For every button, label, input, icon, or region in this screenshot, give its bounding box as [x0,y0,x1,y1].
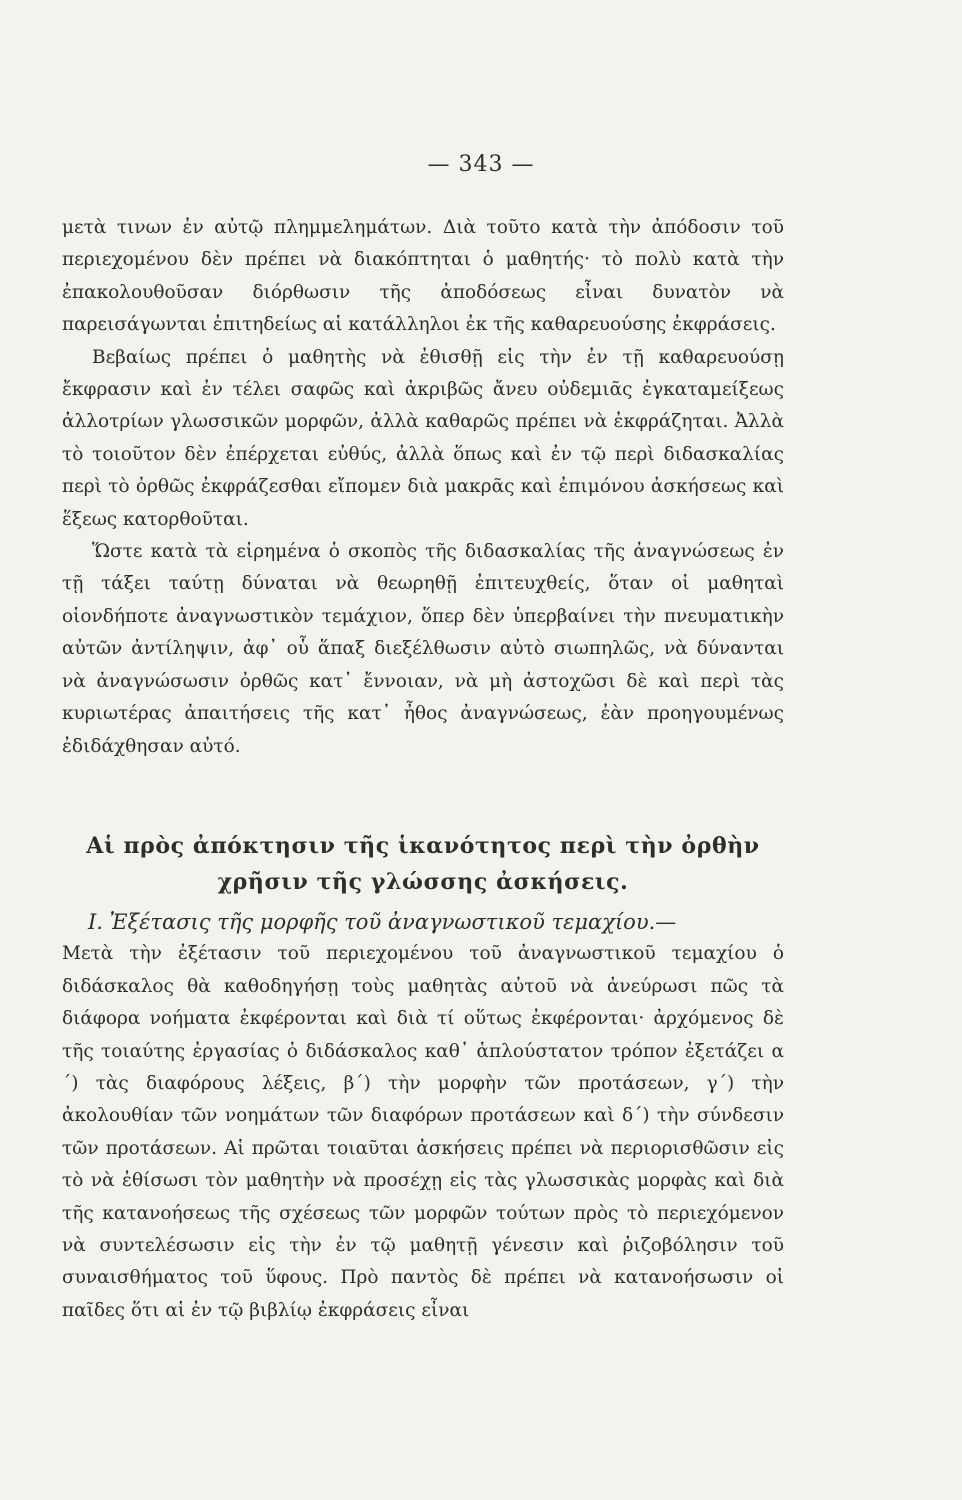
heading-line-1: Αἱ πρὸς ἀπόκτησιν τῆς ἱκανότητος περὶ τὴν ὀρθὴν [86,833,760,859]
subsection [62,906,784,1327]
body-text [62,212,784,763]
subsection-text: Μετὰ τὴν ἐξέτασιν τοῦ περιεχομένου τοῦ ἀναγνωστικοῦ τεμαχίου ὁ διδάσκαλος θὰ καθοδηγήσῃ τοὺς μαθητὰς αὐτοῦ νὰ ἀνεύρωσι πῶς τὰ διάφορα νοήματα ἐκφέρονται καὶ διὰ τί οὕτως ἐκφέρονται· ἀρχόμενος δὲ τῆς τοιαύτης ἐργασίας ὁ διδάσκαλος καθ᾽ ἁπλούστατον τρόπον ἐξετάζει α´) τὰς διαφόρους λέξεις, β´) τὴν μορφὴν τῶν προτάσεων, γ´) τὴν ἀκολουθίαν τῶν νοημάτων τῶν διαφόρων προτάσεων καὶ δ´) τὴν σύνδεσιν τῶν προτάσεων. Αἱ πρῶται τοιαῦται ἀσκήσεις πρέπει νὰ περιορισθῶσιν εἰς τὸ νὰ ἐθίσωσι τὸν μαθητὴν νὰ προσέχῃ εἰς τὰς γλωσσικὰς μορφὰς καὶ διὰ τῆς κατανοήσεως τῆς σχέσεως τῶν μορφῶν τούτων πρὸς τὸ περιεχόμενον νὰ συντελέσωσιν εἰς τὴν ἐν τῷ μαθητῇ γένεσιν καὶ ῥιζοβόλησιν τοῦ συναισθήματος τοῦ ὕφους. Πρὸ παντὸς δὲ πρέπει νὰ κατανοήσωσιν οἱ παῖδες ὅτι αἱ ἐν τῷ βιβλίῳ ἐκφράσεις εἶναι [62,943,784,1321]
paragraph: Ὥστε κατὰ τὰ εἰρημένα ὁ σκοπὸς τῆς διδασκαλίας τῆς ἀναγνώσεως ἐν τῇ τάξει ταύτῃ δύναται νὰ θεωρηθῇ ἐπιτευχθείς, ὅταν οἱ μαθηταὶ οἱονδήποτε ἀναγνωστικὸν τεμάχιον, ὅπερ δὲν ὑπερβαίνει τὴν πνευματικὴν αὐτῶν ἀντίληψιν, ἀφ᾽ οὗ ἅπαξ διεξέλθωσιν αὐτὸ σιωπηλῶς, νὰ δύνανται νὰ ἀναγνώσωσιν ὀρθῶς κατ᾽ ἔννοιαν, νὰ μὴ ἀστοχῶσι δὲ καὶ περὶ τὰς κυριωτέρας ἀπαιτήσεις τῆς κατ᾽ ἦθος ἀναγνώσεως, ἐὰν προηγουμένως ἐδιδάχθησαν αὐτό. [62,541,784,757]
page-number: — 343 — [427,152,535,177]
paragraph-continued: μετὰ τινων ἐν αὐτῷ πλημμελημάτων. Διὰ τοῦτο κατὰ τὴν ἀπόδοσιν τοῦ περιεχομένου δὲν πρέπει νὰ διακόπτηται ὁ μαθητής· τὸ πολὺ κατὰ τὴν ἐπακολουθοῦσαν διόρθωσιν τῆς ἀποδόσεως εἶναι δυνατὸν νὰ παρεισάγωνται ἐπιτηδείως αἱ κατάλληλοι ἐκ τῆς καθαρευούσης ἐκφράσεις. [62,217,784,336]
heading-line-2: χρῆσιν τῆς γλώσσης ἀσκήσεις. [217,869,629,895]
paragraph: Βεβαίως πρέπει ὁ μαθητὴς νὰ ἐθισθῇ εἰς τὴν ἐν τῇ καθαρευούσῃ ἔκφρασιν καὶ ἐν τέλει σαφῶς καὶ ἀκριβῶς ἄνευ οὐδεμιᾶς ἐγκαταμείξεως ἀλλοτρίων γλωσσικῶν μορφῶν, ἀλλὰ καθαρῶς πρέπει νὰ ἐκφράζηται. Ἀλλὰ τὸ τοιοῦτον δὲν ἐπέρχεται εὐθύς, ἀλλὰ ὅπως καὶ ἐν τῷ περὶ διδασκαλίας περὶ τὸ ὀρθῶς ἐκφράζεσθαι εἴπομεν διὰ μακρᾶς καὶ ἐπιμόνου ἀσκήσεως καὶ ἕξεως κατορθοῦται. [62,346,784,530]
section-heading [62,828,784,900]
subsection-title: I. Ἐξέτασις τῆς μορφῆς τοῦ ἀναγνωστικοῦ τεμαχίου.— [88,910,677,934]
